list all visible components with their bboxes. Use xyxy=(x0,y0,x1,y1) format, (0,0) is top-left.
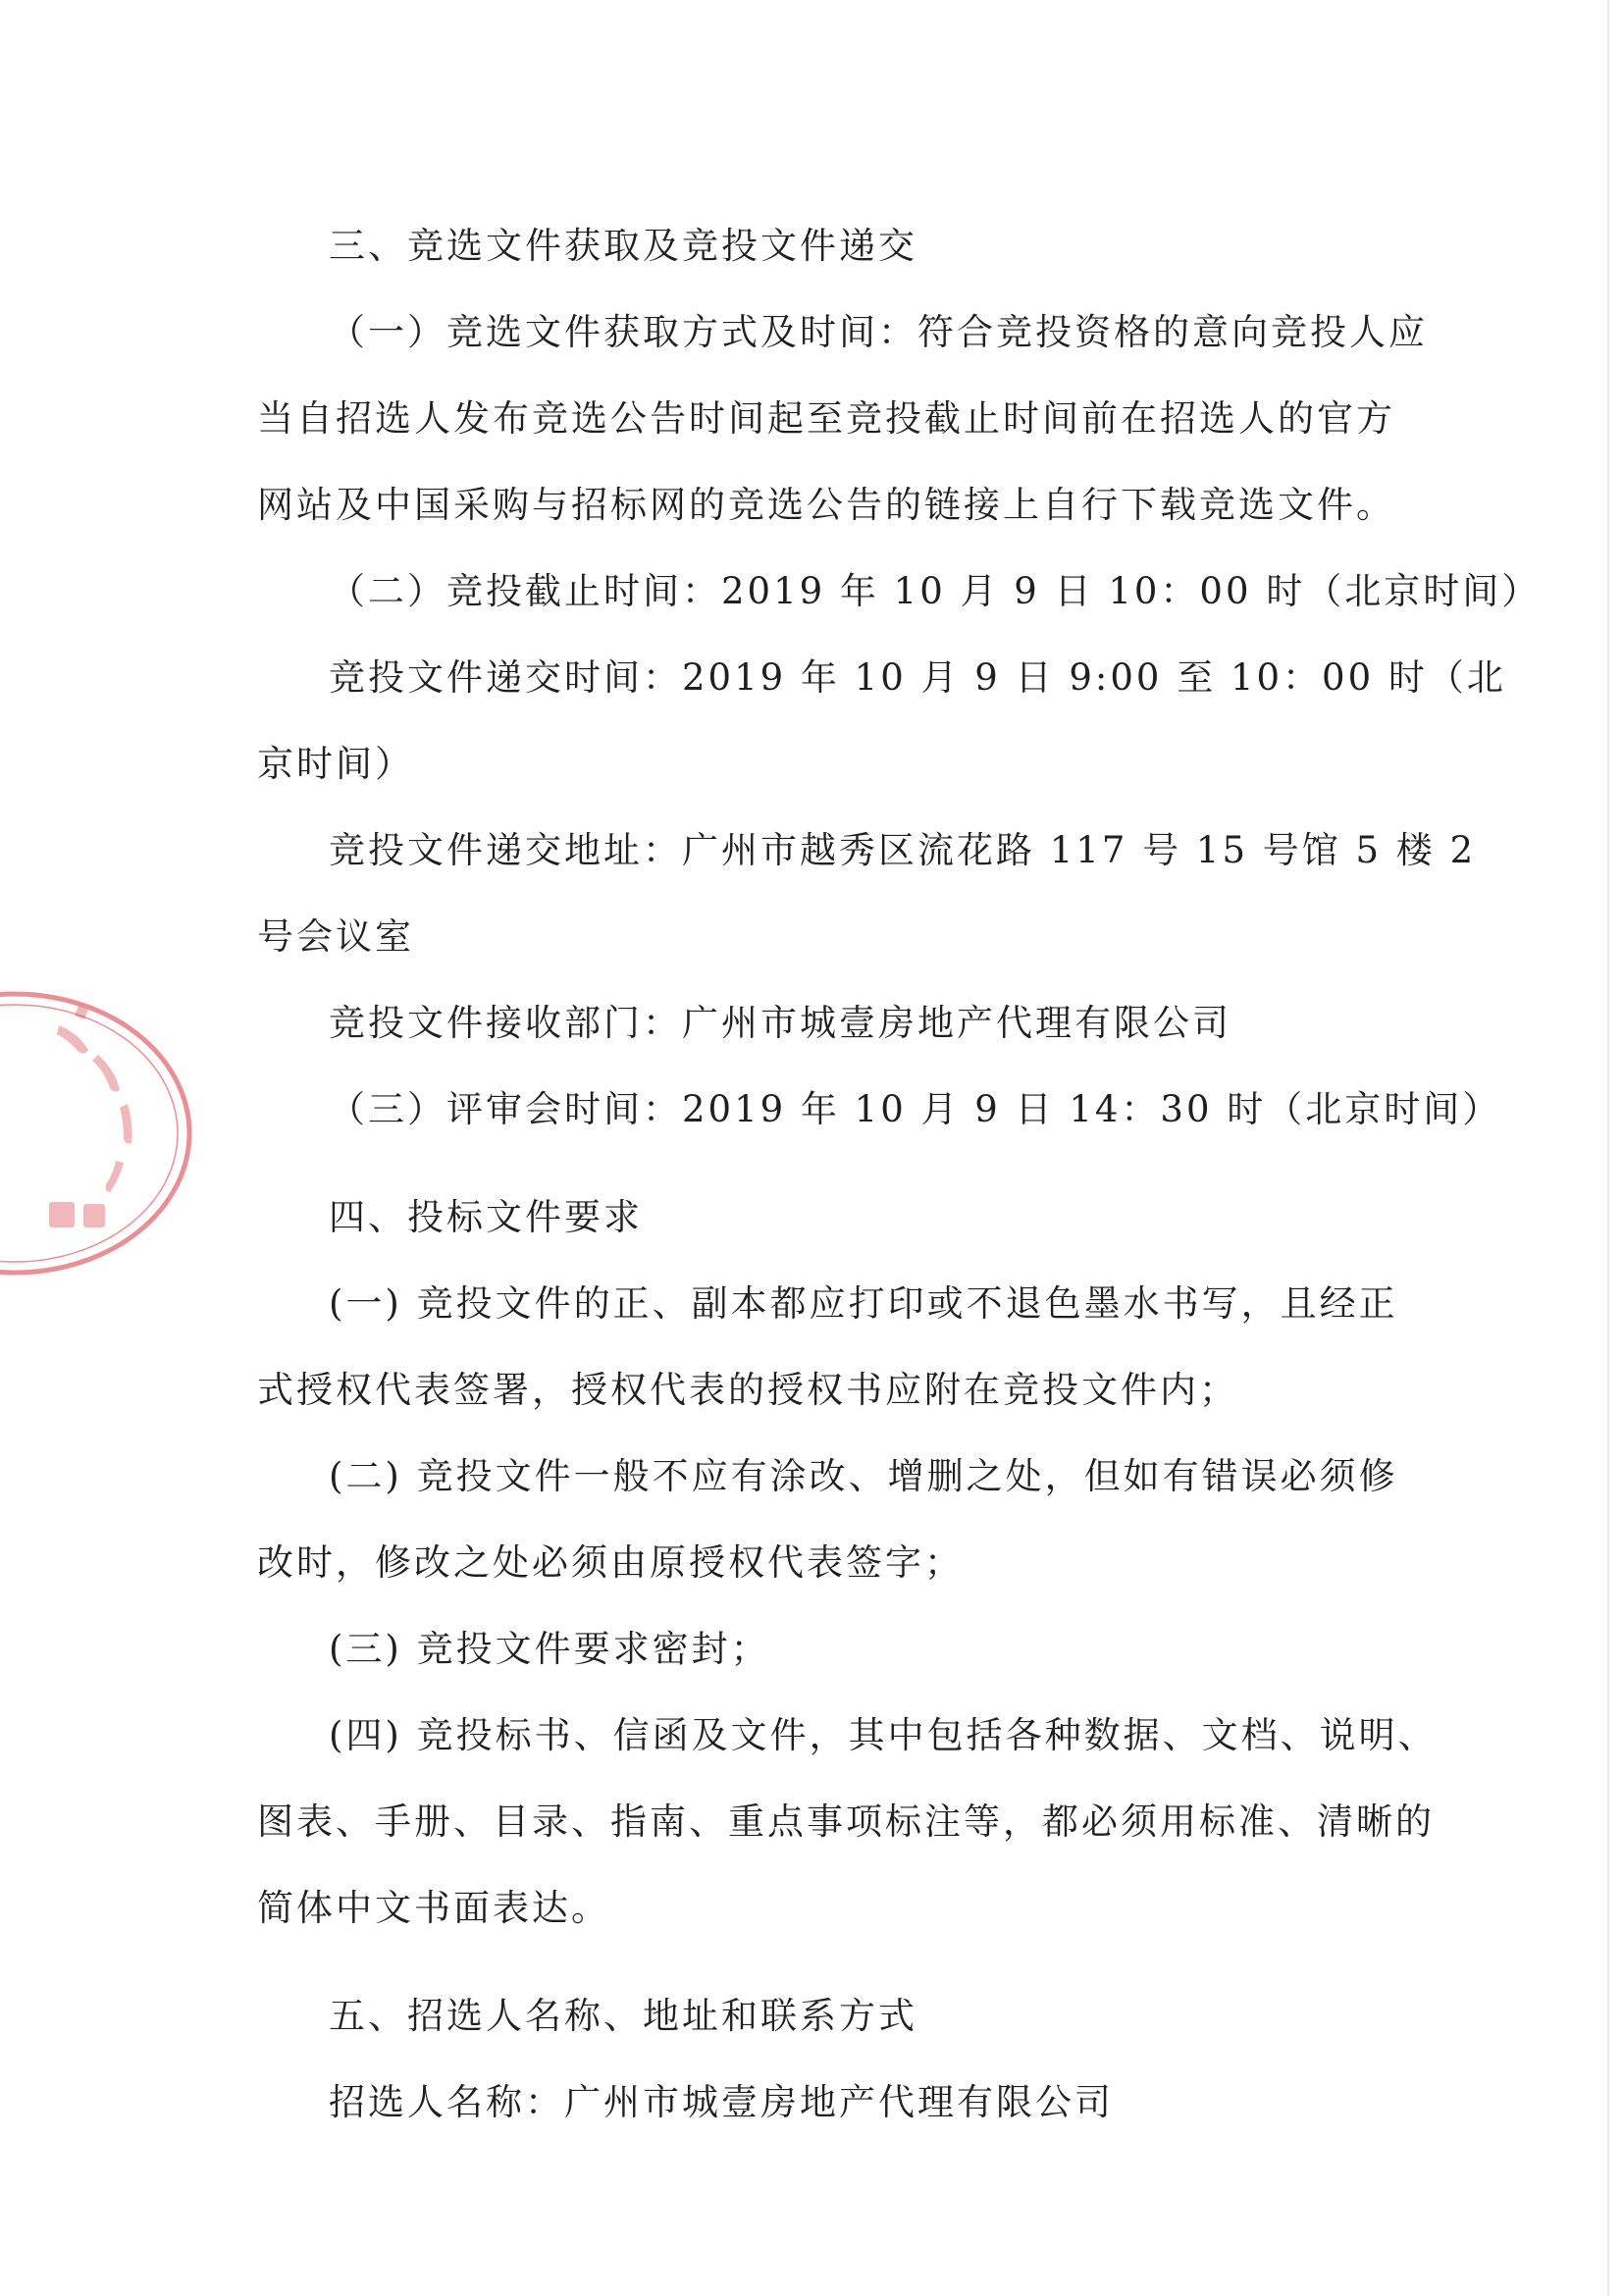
section3-p1-line3: 网站及中国采购与招标网的竞选公告的链接上自行下载竞选文件。 xyxy=(257,484,1395,526)
bidder-name: 招选人名称：广州市城壹房地产代理有限公司 xyxy=(329,2081,1114,2123)
section4-p1-line1: (一) 竞投文件的正、副本都应打印或不退色墨水书写，且经正 xyxy=(329,1282,1398,1325)
company-seal xyxy=(0,986,196,1280)
review-meeting-time: （三）评审会时间：2019 年 10 月 9 日 14：30 时（北京时间） xyxy=(329,1088,1502,1130)
submission-time-line1: 竞投文件递交时间：2019 年 10 月 9 日 9:00 至 10：00 时（北 xyxy=(329,656,1506,699)
submission-address-line1: 竞投文件递交地址：广州市越秀区流花路 117 号 15 号馆 5 楼 2 xyxy=(329,829,1477,871)
section4-p1-line2: 式授权代表签署，授权代表的授权书应附在竞投文件内； xyxy=(257,1369,1238,1411)
section4-p2-line1: (二) 竞投文件一般不应有涂改、增删之处，但如有错误必须修 xyxy=(329,1455,1398,1497)
page-edge-divider xyxy=(1607,0,1609,2296)
section3-p1-line1: （一）竞选文件获取方式及时间：符合竞投资格的意向竞投人应 xyxy=(329,311,1428,353)
bid-deadline: （二）竞投截止时间：2019 年 10 月 9 日 10：00 时（北京时间） xyxy=(329,570,1542,612)
section4-p2-line2: 改时，修改之处必须由原授权代表签字； xyxy=(257,1541,964,1584)
section3-p1-line2: 当自招选人发布竞选公告时间起至竞投截止时间前在招选人的官方 xyxy=(257,397,1395,440)
section4-p4-line1: (四) 竞投标书、信函及文件，其中包括各种数据、文档、说明、 xyxy=(329,1714,1438,1756)
section4-p4-line2: 图表、手册、目录、指南、重点事项标注等，都必须用标准、清晰的 xyxy=(257,1800,1435,1843)
section3-heading: 三、竞选文件获取及竞投文件递交 xyxy=(329,225,917,267)
submission-address-line2: 号会议室 xyxy=(257,915,414,958)
section4-p4-line3: 简体中文书面表达。 xyxy=(257,1887,610,1929)
submission-time-line2: 京时间） xyxy=(257,743,414,785)
section5-heading: 五、招选人名称、地址和联系方式 xyxy=(329,1995,917,2037)
receiving-department: 竞投文件接收部门：广州市城壹房地产代理有限公司 xyxy=(329,1002,1231,1044)
section4-p3: (三) 竞投文件要求密封； xyxy=(329,1628,770,1670)
section4-heading: 四、投标文件要求 xyxy=(329,1196,643,1238)
